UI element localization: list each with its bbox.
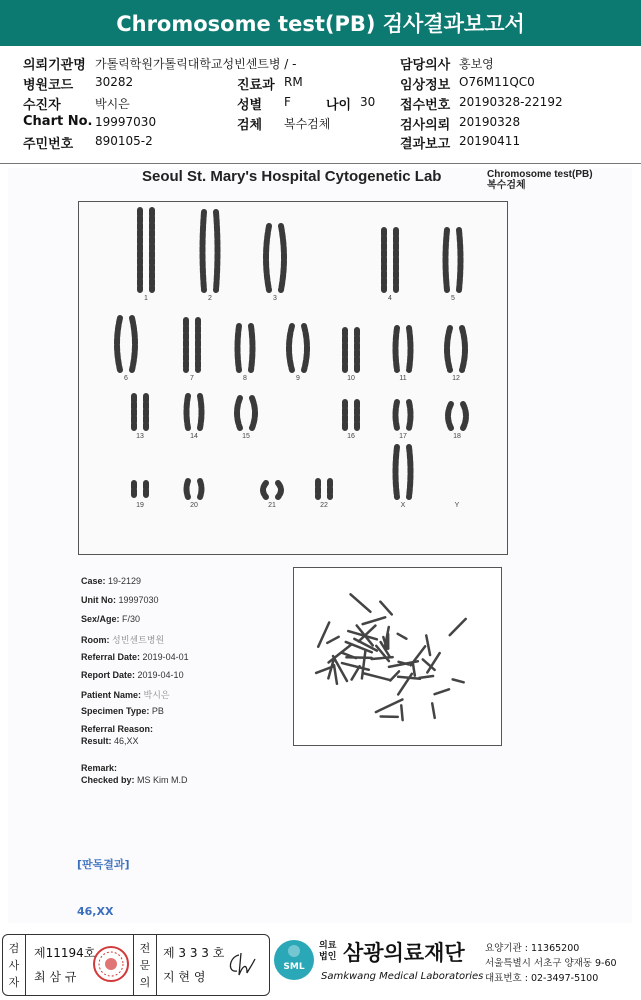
chromosome-label: 15 bbox=[242, 433, 250, 440]
checked-value: MS Kim M.D bbox=[137, 775, 188, 785]
chromosome-pair bbox=[203, 212, 218, 290]
chromosome-label: 11 bbox=[399, 375, 407, 382]
receipt-value: 20190328-22192 bbox=[459, 95, 563, 109]
chromosome-pair bbox=[396, 447, 411, 497]
sexage-value: F/30 bbox=[122, 614, 141, 624]
report-corner-tag bbox=[487, 169, 593, 191]
metaphase-chromosome bbox=[363, 673, 391, 680]
org-type-line: 법인 bbox=[319, 952, 337, 962]
institution-label: 의뢰기관명 bbox=[23, 58, 86, 73]
logo-text: SML bbox=[283, 962, 305, 972]
interpretation-label: [판독결과] bbox=[77, 858, 130, 871]
room-value: 성빈센트병원 bbox=[112, 635, 165, 645]
chromosome-label: 5 bbox=[451, 295, 455, 302]
report-title: Chromosome test(PB) 검사결과보고서 bbox=[0, 0, 641, 46]
chromosome-label: 3 bbox=[273, 295, 277, 302]
chromosome-label: 17 bbox=[399, 433, 407, 440]
report-date-label: 결과보고 bbox=[400, 137, 451, 152]
age-value: 30 bbox=[360, 95, 376, 109]
request-date-value: 20190328 bbox=[459, 115, 521, 129]
patient-label: Patient Name: bbox=[81, 690, 142, 700]
chromosome-label: 14 bbox=[190, 433, 198, 440]
chromosome-pair bbox=[134, 483, 146, 497]
sexage-label: Sex/Age: bbox=[81, 614, 120, 624]
chromatid bbox=[289, 326, 292, 370]
approver-role-char: 전 bbox=[139, 941, 151, 955]
organization-name-en: Samkwang Medical Laboratories bbox=[321, 971, 484, 982]
metaphase-chromosome bbox=[327, 637, 338, 643]
chromosome-pair bbox=[237, 398, 255, 428]
metaphase-chromosome bbox=[363, 617, 386, 624]
chromatid bbox=[263, 483, 266, 497]
chromosome-label: X bbox=[400, 502, 406, 509]
chromosome-pair bbox=[187, 481, 202, 497]
chromatid bbox=[266, 226, 269, 290]
chromosome-pair bbox=[345, 330, 357, 370]
examiner-license-no: 제11194호 bbox=[34, 946, 96, 960]
chromosome-label: 4 bbox=[388, 295, 392, 302]
spec-label: Specimen Type: bbox=[81, 706, 150, 716]
dept-label: 진료과 bbox=[237, 78, 275, 93]
org-type bbox=[319, 941, 336, 963]
chromatid bbox=[187, 481, 189, 497]
chromosome-label: Y bbox=[454, 502, 460, 509]
chromatid bbox=[278, 483, 281, 497]
referral-value: 2019-04-01 bbox=[142, 652, 189, 662]
metaphase-chromosome bbox=[334, 665, 337, 684]
room-label: Room: bbox=[81, 635, 110, 645]
metaphase-chromosome bbox=[435, 689, 449, 694]
signature-icon bbox=[225, 949, 261, 981]
chromosome-pair bbox=[289, 326, 307, 370]
chromatid bbox=[216, 212, 218, 290]
chromosome-label: 21 bbox=[268, 502, 276, 509]
chromatid bbox=[446, 230, 448, 290]
spec-value: PB bbox=[151, 706, 164, 716]
chromosome-pair bbox=[238, 326, 253, 370]
examiner-name: 최 삼 규 bbox=[34, 970, 77, 984]
chromatid bbox=[447, 328, 450, 370]
chromatid bbox=[463, 404, 466, 428]
request-date-label: 검사의뢰 bbox=[400, 118, 451, 133]
institution-value: 가톨릭학원가톨릭대학교성빈센트병 / - bbox=[95, 57, 297, 71]
id-number-value: 890105-2 bbox=[95, 134, 153, 148]
chromosome-label: 7 bbox=[190, 375, 194, 382]
examiner-role-char: 자 bbox=[8, 975, 20, 989]
corner-test-name: Chromosome test(PB) bbox=[487, 169, 593, 180]
karyogram-panel bbox=[78, 201, 508, 555]
examiner-role-char: 사 bbox=[8, 958, 20, 972]
chromosome-label: 2 bbox=[208, 295, 212, 302]
approver-name: 지 현 영 bbox=[163, 970, 206, 984]
referral-label: Referral Date: bbox=[81, 652, 141, 662]
chromosome-label: 22 bbox=[320, 502, 328, 509]
unit-value: 19997030 bbox=[118, 595, 159, 605]
chromosome-pair bbox=[446, 230, 461, 290]
chromosome-label: 16 bbox=[347, 433, 355, 440]
chromatid bbox=[238, 326, 240, 370]
chromosome-pair bbox=[448, 404, 466, 428]
approver-role-char: 문 bbox=[139, 958, 151, 972]
header-divider bbox=[0, 163, 641, 164]
metaphase-spread-image bbox=[294, 568, 501, 745]
specimen-value: 복수검체 bbox=[284, 117, 331, 131]
examiner-role-label bbox=[3, 935, 26, 995]
metaphase-chromosome bbox=[453, 679, 464, 682]
case-label: Case: bbox=[81, 576, 106, 586]
reportdate-label: Report Date: bbox=[81, 670, 136, 680]
patient-info-header bbox=[0, 50, 641, 162]
chromosome-label: 10 bbox=[347, 375, 355, 382]
organization-info bbox=[485, 941, 617, 986]
id-number-label: 주민번호 bbox=[23, 137, 74, 152]
case-value: 19-2129 bbox=[108, 576, 142, 586]
metaphase-chromosome bbox=[398, 677, 420, 679]
metaphase-chromosome bbox=[398, 634, 407, 639]
org-address: 서울특별시 서초구 양재동 9-60 bbox=[485, 958, 617, 969]
metaphase-chromosome bbox=[346, 657, 371, 658]
examinee-value: 박시은 bbox=[95, 97, 130, 111]
chromosome-pair bbox=[134, 396, 146, 428]
metaphase-spread-panel bbox=[293, 567, 502, 746]
chromatid bbox=[409, 447, 411, 497]
metaphase-chromosome bbox=[352, 666, 360, 679]
reportdate-value: 2019-04-10 bbox=[137, 670, 184, 680]
signature-footer bbox=[0, 930, 641, 1000]
chromatid bbox=[237, 398, 240, 428]
chromosome-pair bbox=[187, 396, 202, 428]
chromosome-label: 6 bbox=[124, 375, 128, 382]
chromatid bbox=[252, 398, 255, 428]
chromosome-label: 13 bbox=[136, 433, 144, 440]
unit-label: Unit No: bbox=[81, 595, 116, 605]
sml-logo-icon bbox=[273, 939, 315, 981]
approver-role-char: 의 bbox=[139, 975, 151, 989]
chromosome-pair bbox=[266, 226, 284, 290]
reason-label: Referral Reason: bbox=[81, 724, 154, 734]
chromosome-label: 1 bbox=[144, 295, 148, 302]
chromosome-pair bbox=[384, 230, 396, 290]
chromosome-pair bbox=[318, 481, 330, 497]
chromatid bbox=[409, 402, 411, 428]
chromatid bbox=[396, 402, 398, 428]
hospital-code-label: 병원코드 bbox=[23, 78, 74, 93]
chart-no-label: Chart No. bbox=[23, 114, 93, 129]
metaphase-chromosome bbox=[413, 664, 415, 676]
patient-value: 박시은 bbox=[143, 690, 170, 700]
chromatid bbox=[448, 404, 451, 428]
doctor-value: 홍보영 bbox=[459, 57, 494, 71]
metaphase-chromosome bbox=[376, 699, 403, 712]
chromatid bbox=[251, 326, 253, 370]
chromosome-label: 9 bbox=[296, 375, 300, 382]
dept-value: RM bbox=[284, 75, 303, 89]
chromatid bbox=[304, 326, 307, 370]
karyogram-image bbox=[79, 202, 507, 554]
chromatid bbox=[409, 328, 411, 370]
metaphase-chromosome bbox=[419, 676, 433, 678]
approver-role-label bbox=[133, 935, 157, 995]
lab-title: Seoul St. Mary's Hospital Cytogenetic Lab bbox=[142, 168, 442, 185]
interpretation-result: 46,XX bbox=[77, 905, 114, 918]
result-label: Result: bbox=[81, 736, 112, 746]
chromatid bbox=[396, 447, 398, 497]
examiner-role-char: 검 bbox=[8, 941, 20, 955]
chromosome-pair bbox=[447, 328, 465, 370]
chart-no-value: 19997030 bbox=[95, 115, 157, 129]
doctor-label: 담당의사 bbox=[400, 58, 451, 73]
chromatid bbox=[200, 481, 202, 497]
organization-block bbox=[273, 935, 641, 995]
chromosome-pair bbox=[117, 318, 135, 370]
org-type-line: 의료 bbox=[319, 941, 337, 951]
signature-box bbox=[2, 934, 270, 996]
metaphase-chromosome bbox=[426, 635, 430, 655]
corner-specimen: 복수검체 bbox=[487, 180, 526, 191]
org-code: 요양기관 : 11365200 bbox=[485, 943, 580, 954]
chromosome-pair bbox=[263, 483, 281, 497]
chromatid bbox=[281, 226, 284, 290]
metaphase-chromosome bbox=[432, 703, 434, 717]
clinical-label: 임상정보 bbox=[400, 78, 451, 93]
chromosome-label: 12 bbox=[452, 375, 460, 382]
chromatid bbox=[187, 396, 189, 428]
approver-license-no: 제 3 3 3 호 bbox=[163, 946, 225, 960]
chromosome-pair bbox=[186, 320, 198, 370]
chromosome-pair bbox=[345, 402, 357, 428]
result-value: 46,XX bbox=[114, 736, 139, 746]
metaphase-chromosome bbox=[401, 705, 402, 720]
chromosome-label: 18 bbox=[453, 433, 461, 440]
report-date-value: 20190411 bbox=[459, 134, 521, 148]
chromatid bbox=[200, 396, 202, 428]
sex-value: F bbox=[284, 95, 291, 109]
hospital-code-value: 30282 bbox=[95, 75, 134, 89]
chromosome-pair bbox=[396, 328, 411, 370]
sex-label: 성별 bbox=[237, 98, 263, 113]
scanned-report bbox=[8, 168, 632, 923]
metaphase-chromosome bbox=[350, 594, 370, 612]
org-phone: 대표번호 : 02-3497-5100 bbox=[485, 973, 599, 984]
examinee-label: 수진자 bbox=[23, 98, 61, 113]
metaphase-chromosome bbox=[450, 619, 466, 635]
age-label: 나이 bbox=[326, 98, 352, 113]
chromatid bbox=[459, 230, 461, 290]
examiner-seal-icon bbox=[91, 944, 131, 984]
chromatid bbox=[203, 212, 205, 290]
chromosome-label: 8 bbox=[243, 375, 247, 382]
receipt-label: 접수번호 bbox=[400, 98, 451, 113]
chromatid bbox=[462, 328, 465, 370]
chromatid bbox=[117, 318, 120, 370]
chromatid bbox=[396, 328, 398, 370]
chromosome-label: 19 bbox=[136, 502, 144, 509]
chromosome-pair bbox=[140, 210, 152, 290]
organization-name: 삼광의료재단 bbox=[343, 941, 465, 965]
chromosome-label: 20 bbox=[190, 502, 198, 509]
checked-label: Checked by: bbox=[81, 775, 135, 785]
metaphase-chromosome bbox=[372, 657, 393, 659]
chromatid bbox=[132, 318, 135, 370]
chromosome-pair bbox=[396, 402, 411, 428]
specimen-label: 검체 bbox=[237, 118, 263, 133]
metaphase-chromosome bbox=[380, 602, 391, 615]
remark-label: Remark: bbox=[81, 763, 118, 773]
clinical-value: O76M11QC0 bbox=[459, 75, 535, 89]
